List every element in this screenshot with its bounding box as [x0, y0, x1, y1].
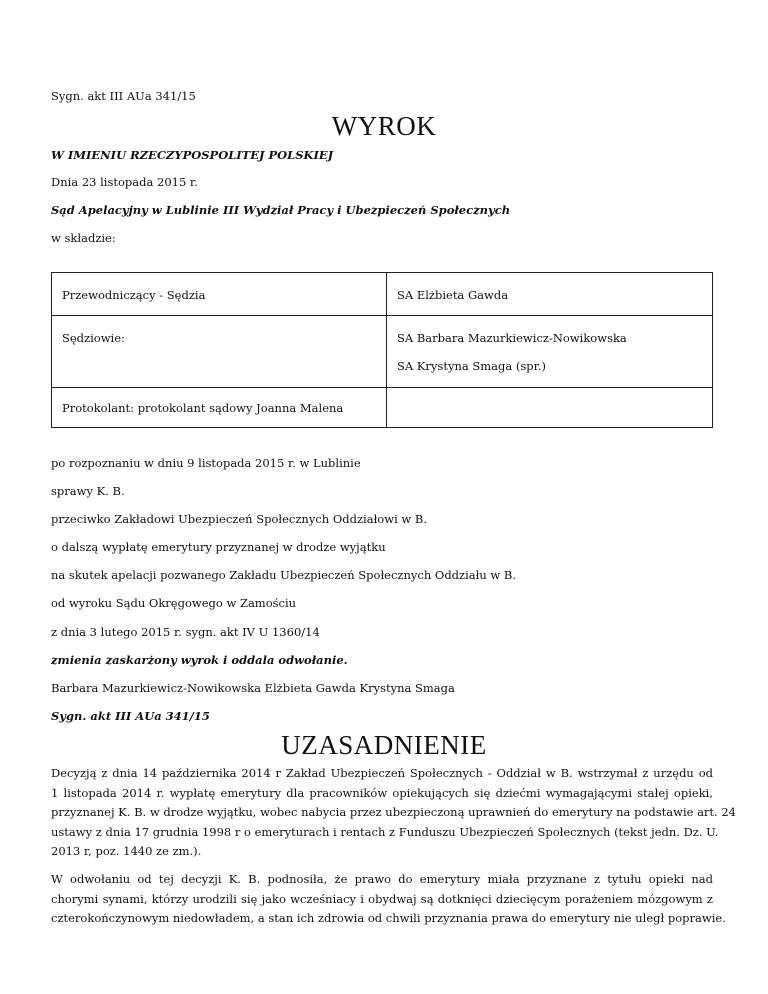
paragraph-1-line: 2013 r, poz. 1440 ze zm.). [51, 844, 202, 858]
paragraph-1-line: 1 listopada 2014 r. wypłatę emerytury dla pracowników opiekujących się dziećmi wymagającymi stałej opieki, [51, 785, 713, 800]
clerk-row [52, 388, 713, 428]
case-line-6: od wyroku Sądu Okręgowego w Zamościu [51, 596, 297, 610]
court-name: Sąd Apelacyjny w Lublinie III Wydział Pracy i Ubezpieczeń Społecznych [51, 203, 511, 217]
judgment-date: Dnia 23 listopada 2015 r. [51, 175, 198, 189]
judge-2: SA Krystyna Smaga (spr.) [397, 359, 547, 373]
paragraph-2-line: czterokończynowym niedowładem, a stan ich zdrowia od chwili przyznania prawa do emerytury nie uległ poprawie. [51, 911, 726, 925]
chair-row [52, 273, 713, 316]
chair-label-cell [52, 273, 387, 316]
case-line-3: przeciwko Zakładowi Ubezpieczeń Społecznych Oddziałowi w B. [51, 512, 428, 526]
ruling-text: zmienia zaskarżony wyrok i oddala odwołanie. [51, 653, 348, 667]
composition-label: w składzie: [51, 231, 116, 245]
paragraph-2-line: W odwołaniu od tej decyzji K. B. podnosiła, że prawo do emerytury miała przyznane z tytułu opieki nad [51, 872, 713, 886]
case-line-5: na skutek apelacji pozwanego Zakładu Ubezpieczeń Społecznych Oddziału w B. [51, 568, 517, 582]
case-line-2: sprawy K. B. [51, 484, 125, 498]
paragraph-1-line: ustawy z dnia 17 grudnia 1998 r o emeryturach i rentach z Funduszu Ubezpieczeń Społecznych (tekst jedn. Dz. U. [51, 824, 719, 839]
judgment-title: WYROK [331, 111, 437, 141]
judges-label-cell [52, 316, 387, 388]
paragraph-1-line: przyznanej K. B. w drodze wyjątku, wobec nabycia przez ubezpieczoną uprawnień do emerytury na podstawie art. 24 [51, 805, 736, 819]
clerk-cell [52, 388, 387, 428]
judge-1: SA Barbara Mazurkiewicz-Nowikowska [397, 331, 627, 345]
case-signature: Sygn. akt III AUa 341/15 [51, 89, 196, 103]
judges-label: Sędziowie: [62, 331, 125, 345]
signatures-line: Barbara Mazurkiewicz-Nowikowska Elżbieta Gawda Krystyna Smaga [51, 681, 455, 695]
judges-names-cell [387, 316, 713, 388]
chair-name-cell [387, 273, 713, 316]
chair-label: Przewodniczący - Sędzia [62, 288, 206, 302]
empty-cell [387, 388, 713, 428]
justification-signature: Sygn. akt III AUa 341/15 [51, 709, 210, 723]
case-line-4: o dalszą wypłatę emerytury przyznanej w drodze wyjątku [51, 540, 386, 554]
case-line-1: po rozpoznaniu w dniu 9 listopada 2015 r. w Lublinie [51, 456, 361, 470]
paragraph-2-line: chorymi synami, którzy urodzili się jako wcześniacy i obydwaj są dotknięci dziecięcym porażeniem mózgowym z [51, 891, 713, 906]
judgment-subtitle: W IMIENIU RZECZYPOSPOLITEJ POLSKIEJ [51, 148, 334, 162]
judges-row [52, 316, 713, 388]
justification-title: UZASADNIENIE [281, 730, 487, 760]
court-panel-table [51, 272, 713, 428]
chair-name: SA Elżbieta Gawda [397, 288, 509, 302]
case-line-7: z dnia 3 lutego 2015 r. sygn. akt IV U 1360/14 [51, 625, 320, 639]
paragraph-1-line: Decyzją z dnia 14 października 2014 r Zakład Ubezpieczeń Społecznych - Oddział w B. wstrzymał z urzędu od [51, 766, 713, 780]
justification-paragraph-1 [51, 764, 736, 862]
justification-paragraph-2 [51, 870, 726, 929]
clerk-name: Protokolant: protokolant sądowy Joanna Malena [62, 401, 344, 415]
